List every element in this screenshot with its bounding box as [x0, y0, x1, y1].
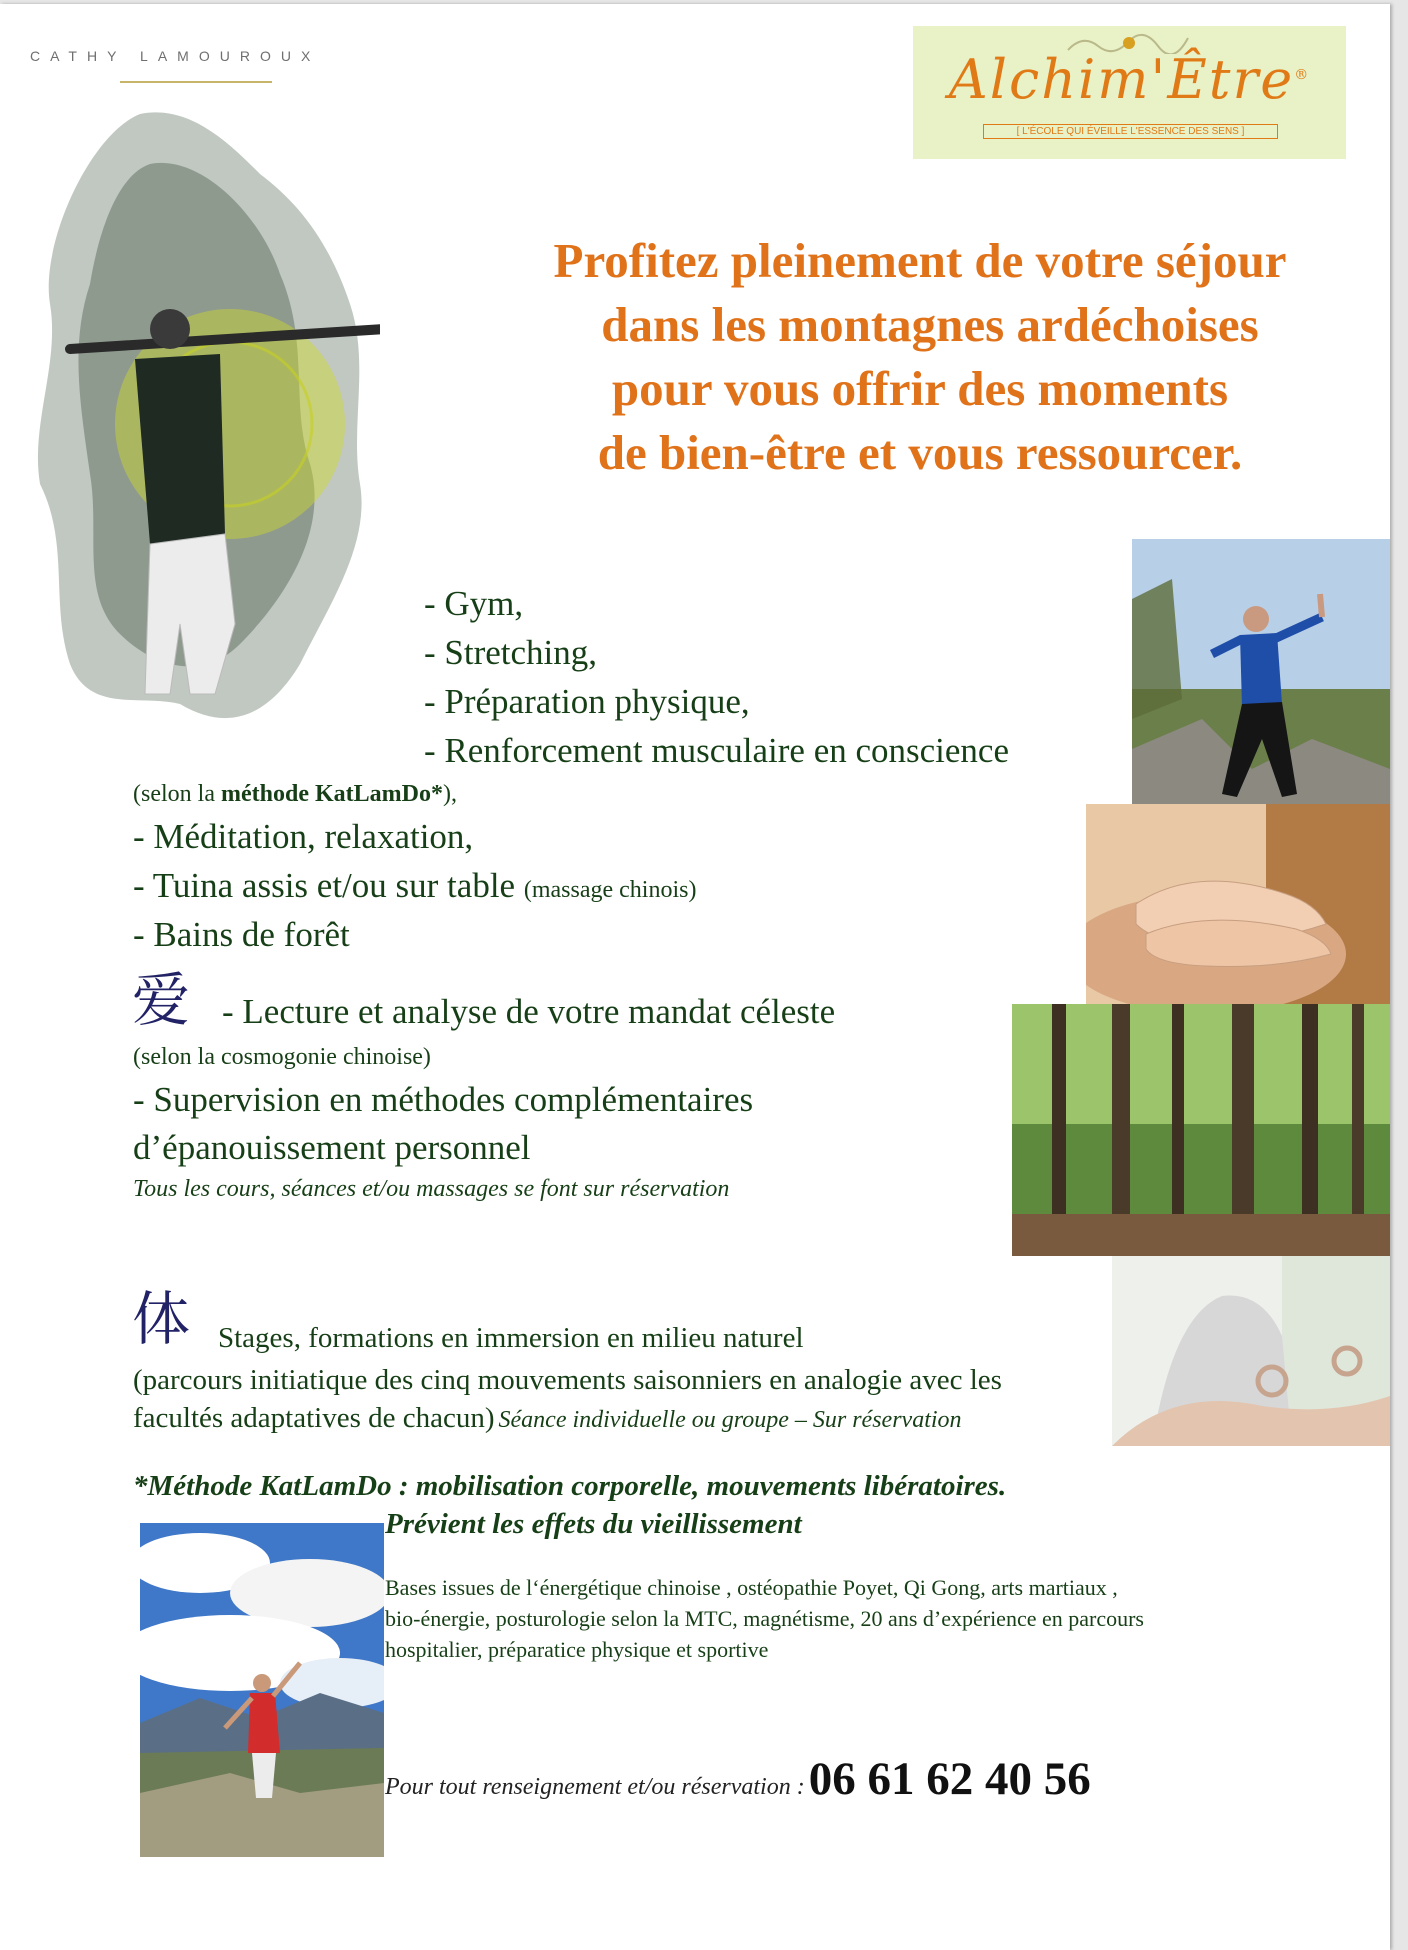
love-character: 爱	[132, 966, 191, 1034]
logo-script: Alchim'Être	[948, 48, 1295, 111]
logo-tagline: [ L'ÉCOLE QUI ÉVEILLE L'ESSENCE DES SENS ]	[983, 124, 1278, 139]
brand-underline	[120, 81, 272, 83]
service-tuina	[133, 866, 696, 906]
service-supervision-1: - Supervision en méthodes complémentaires	[133, 1080, 754, 1119]
body-character: 体	[132, 1285, 191, 1353]
flyer-page	[0, 4, 1390, 1950]
method-ref-bold: méthode KatLamDo*	[220, 781, 443, 807]
method-reference	[133, 781, 457, 808]
photo-forest	[1012, 1004, 1390, 1256]
method-bases-line-1: Bases issues de l‘énergétique chinoise , ostéopathie Poyet, Qi Gong, arts martiaux ,	[385, 1575, 1118, 1600]
service-meditation: - Méditation, relaxation,	[133, 817, 474, 856]
service-stretching: - Stretching,	[424, 633, 598, 672]
photo-mountain-pose	[140, 1523, 384, 1857]
photo-standing-pose	[1132, 539, 1390, 804]
logo-script-text	[923, 48, 1336, 111]
photo-massage-hands	[1086, 804, 1390, 1004]
logo-registered: ®	[1294, 67, 1311, 83]
service-renforcement: - Renforcement musculaire en conscience	[424, 731, 1010, 770]
method-subtitle: Prévient les effets du vieillissement	[385, 1508, 802, 1540]
service-supervision-2: d’épanouissement personnel	[133, 1128, 531, 1167]
method-bases-line-2: bio-énergie, posturologie selon la MTC, magnétisme, 20 ans d’expérience en parcours	[385, 1606, 1144, 1631]
stages-title: Stages, formations en immersion en milieu naturel	[218, 1322, 804, 1354]
stages-desc-2-line	[133, 1402, 962, 1435]
service-cosmogonie: (selon la cosmogonie chinoise)	[133, 1044, 431, 1070]
service-gym: - Gym,	[424, 584, 524, 623]
method-bases	[385, 1572, 1144, 1665]
headline-line-1: Profitez pleinement de votre séjour	[553, 233, 1287, 288]
headline-line-3: pour vous offrir des moments	[611, 361, 1229, 416]
method-ref-suffix: ),	[442, 781, 457, 807]
stages-desc-1: (parcours initiatique des cinq mouvements saisonniers en analogie avec les	[133, 1364, 1002, 1396]
service-tuina-label: - Tuina assis et/ou sur table	[133, 866, 516, 905]
brand-name: CATHY LAMOUROUX	[30, 48, 321, 64]
service-tuina-note: (massage chinois)	[523, 877, 697, 903]
photo-meditation	[1112, 1256, 1390, 1446]
stages-desc-2: facultés adaptatives de chacun)	[133, 1402, 495, 1434]
contact-phone: 06 61 62 40 56	[808, 1753, 1091, 1805]
method-title: *Méthode KatLamDo : mobilisation corporelle, mouvements libératoires.	[133, 1470, 1007, 1502]
contact-line	[385, 1752, 1091, 1806]
reservation-note: Tous les cours, séances et/ou massages se font sur réservation	[133, 1176, 730, 1202]
method-ref-prefix: (selon la	[133, 781, 221, 807]
stages-session-note: Séance individuelle ou groupe – Sur réservation	[498, 1407, 962, 1433]
headline	[470, 229, 1370, 485]
method-bases-line-3: hospitalier, préparatice physique et sportive	[385, 1637, 769, 1662]
service-bains: - Bains de forêt	[133, 915, 350, 954]
contact-label: Pour tout renseignement et/ou réservation :	[385, 1774, 805, 1800]
headline-line-2: dans les montagnes ardéchoises	[601, 297, 1259, 352]
tai-chi-illustration	[30, 104, 380, 744]
service-lecture: - Lecture et analyse de votre mandat céleste	[222, 992, 836, 1031]
headline-line-4: de bien-être et vous ressourcer.	[597, 425, 1243, 480]
alchim-etre-logo	[913, 26, 1346, 159]
service-preparation: - Préparation physique,	[424, 682, 750, 721]
